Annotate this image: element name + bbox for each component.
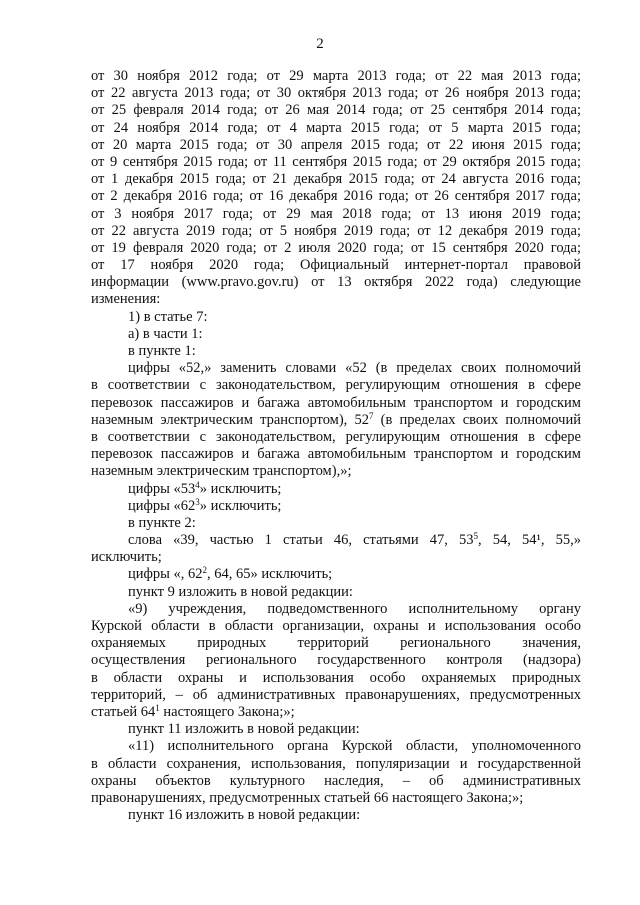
text-line xyxy=(91,738,581,755)
line-text-continued: настоящего Закона;»; xyxy=(159,703,295,720)
text-line xyxy=(91,343,581,360)
text-line xyxy=(91,291,581,308)
text-line xyxy=(91,670,581,687)
line-text: цифры «62 xyxy=(128,497,196,514)
text-line xyxy=(91,756,581,773)
text-line xyxy=(91,618,581,635)
line-text: исключить; xyxy=(91,549,162,566)
line-text: наземным электрическим транспортом), 52 xyxy=(91,411,369,428)
text-line xyxy=(91,240,581,257)
document-body xyxy=(91,68,581,824)
line-text: от 19 февраля 2020 года; от 2 июля 2020 года; от 15 сентября 2020 года; xyxy=(91,239,581,256)
line-text: охраняемых природных территорий регионального значения, xyxy=(91,635,581,652)
line-text: от 20 марта 2015 года; от 30 апреля 2015 года; от 22 июня 2015 года; xyxy=(91,136,581,153)
text-line xyxy=(91,498,581,515)
line-text: в соответствии с законодательством, регулирующим отношения в сфере xyxy=(91,377,581,394)
line-text: от 25 февраля 2014 года; от 26 мая 2014 года; от 25 сентября 2014 года; xyxy=(91,102,581,119)
line-text-continued: » исключить; xyxy=(199,480,282,497)
line-text: слова «39, частью 1 статьи 46, статьями 47, 53 xyxy=(128,532,474,549)
text-line xyxy=(91,807,581,824)
line-text: а) в части 1: xyxy=(128,325,203,342)
superscript: 5 xyxy=(473,532,479,542)
text-line xyxy=(91,223,581,240)
line-text: в области сохранения, использования, популяризации и государственной xyxy=(91,755,581,772)
text-line xyxy=(91,326,581,343)
text-line xyxy=(91,515,581,532)
text-line xyxy=(91,532,581,549)
line-text: информации (www.pravo.gov.ru) от 13 октября 2022 года) следующие xyxy=(91,274,581,291)
text-line xyxy=(91,704,581,721)
text-line xyxy=(91,377,581,394)
line-text: в области охраны и использования особо охраняемых природных xyxy=(91,669,581,686)
line-text: осуществления регионального государственного контроля (надзора) xyxy=(91,652,581,669)
text-line xyxy=(91,171,581,188)
line-text: цифры «53 xyxy=(128,480,196,497)
line-text: пункт 16 изложить в новой редакции: xyxy=(128,807,361,824)
line-text: от 22 августа 2013 года; от 30 октября 2013 года; от 26 ноября 2013 года; xyxy=(91,85,581,102)
text-line xyxy=(91,102,581,119)
text-line xyxy=(91,309,581,326)
line-text: изменения: xyxy=(91,291,161,308)
line-text-continued: , 64, 65» исключить; xyxy=(207,566,333,583)
text-line xyxy=(91,412,581,429)
text-line xyxy=(91,463,581,480)
line-text: в пункте 2: xyxy=(128,514,196,531)
superscript: 2 xyxy=(202,566,208,576)
superscript: 3 xyxy=(195,497,200,507)
line-text: пункт 9 изложить в новой редакции: xyxy=(128,583,353,600)
line-text: от 24 ноября 2014 года; от 4 марта 2015 года; от 5 марта 2015 года; xyxy=(91,119,581,136)
line-text: от 2 декабря 2016 года; от 16 декабря 2016 года; от 26 сентября 2017 года; xyxy=(91,188,581,205)
line-text: от 3 ноября 2017 года; от 29 мая 2018 года; от 13 июня 2019 года; xyxy=(91,205,581,222)
text-line xyxy=(91,188,581,205)
line-text: пункт 11 изложить в новой редакции: xyxy=(128,721,360,738)
text-line xyxy=(91,721,581,738)
line-text: в соответствии с законодательством, регулирующим отношения в сфере xyxy=(91,428,581,445)
text-line xyxy=(91,549,581,566)
text-line xyxy=(91,566,581,583)
text-line xyxy=(91,137,581,154)
text-line xyxy=(91,257,581,274)
line-text: от 1 декабря 2015 года; от 21 декабря 2015 года; от 24 августа 2016 года; xyxy=(91,171,581,188)
line-text-continued: , 54, 54¹, 55,» xyxy=(478,532,581,549)
line-text: цифры «52,» заменить словами «52 (в пределах своих полномочий xyxy=(128,360,581,377)
text-line xyxy=(91,85,581,102)
line-text: «11) исполнительного органа Курской области, уполномоченного xyxy=(128,738,581,755)
text-line xyxy=(91,601,581,618)
line-text: правонарушениях, предусмотренных статьей 66 настоящего Закона;»; xyxy=(91,789,524,806)
text-line xyxy=(91,206,581,223)
text-line xyxy=(91,120,581,137)
line-text: перевозок пассажиров и багажа автомобильным транспортом и городским xyxy=(91,394,581,411)
line-text: в пункте 1: xyxy=(128,343,196,359)
line-text: от 9 сентября 2015 года; от 11 сентября 2015 года; от 29 октября 2015 года; xyxy=(91,153,581,170)
line-text: Курской области в области организации, охраны и использования особо xyxy=(91,618,581,634)
superscript: 4 xyxy=(195,480,200,490)
text-line xyxy=(91,584,581,601)
text-line xyxy=(91,360,581,377)
text-line xyxy=(91,773,581,790)
text-line xyxy=(91,395,581,412)
text-line xyxy=(91,481,581,498)
text-line xyxy=(91,687,581,704)
line-text: от 22 августа 2019 года; от 5 ноября 2019 года; от 12 декабря 2019 года; xyxy=(91,222,581,239)
text-line xyxy=(91,635,581,652)
text-line xyxy=(91,446,581,463)
text-line xyxy=(91,790,581,807)
line-text-continued: (в пределах своих полномочий xyxy=(373,411,581,428)
line-text: перевозок пассажиров и багажа автомобильным транспортом и городским xyxy=(91,446,581,463)
line-text: цифры «, 62 xyxy=(128,566,203,583)
line-text: «9) учреждения, подведомственного исполнительному органу xyxy=(128,600,581,617)
line-text: от 17 ноября 2020 года; Официальный интернет-портал правовой xyxy=(91,257,581,274)
text-line xyxy=(91,68,581,85)
line-text: охраны объектов культурного наследия, – об административных xyxy=(91,772,581,789)
line-text: статьей 64 xyxy=(91,703,156,720)
superscript: 7 xyxy=(369,411,374,421)
line-text: наземным электрическим транспортом),»; xyxy=(91,463,352,480)
text-line xyxy=(91,652,581,669)
text-line xyxy=(91,154,581,171)
text-line xyxy=(91,429,581,446)
line-text: от 30 ноября 2012 года; от 29 марта 2013 года; от 22 мая 2013 года; xyxy=(91,68,581,84)
line-text-continued: » исключить; xyxy=(199,497,282,514)
page-number: 2 xyxy=(316,36,324,52)
superscript: 1 xyxy=(155,703,160,713)
line-text: 1) в статье 7: xyxy=(128,308,208,325)
line-text: территорий, – об административных правонарушениях, предусмотренных xyxy=(91,686,581,703)
text-line xyxy=(91,274,581,291)
